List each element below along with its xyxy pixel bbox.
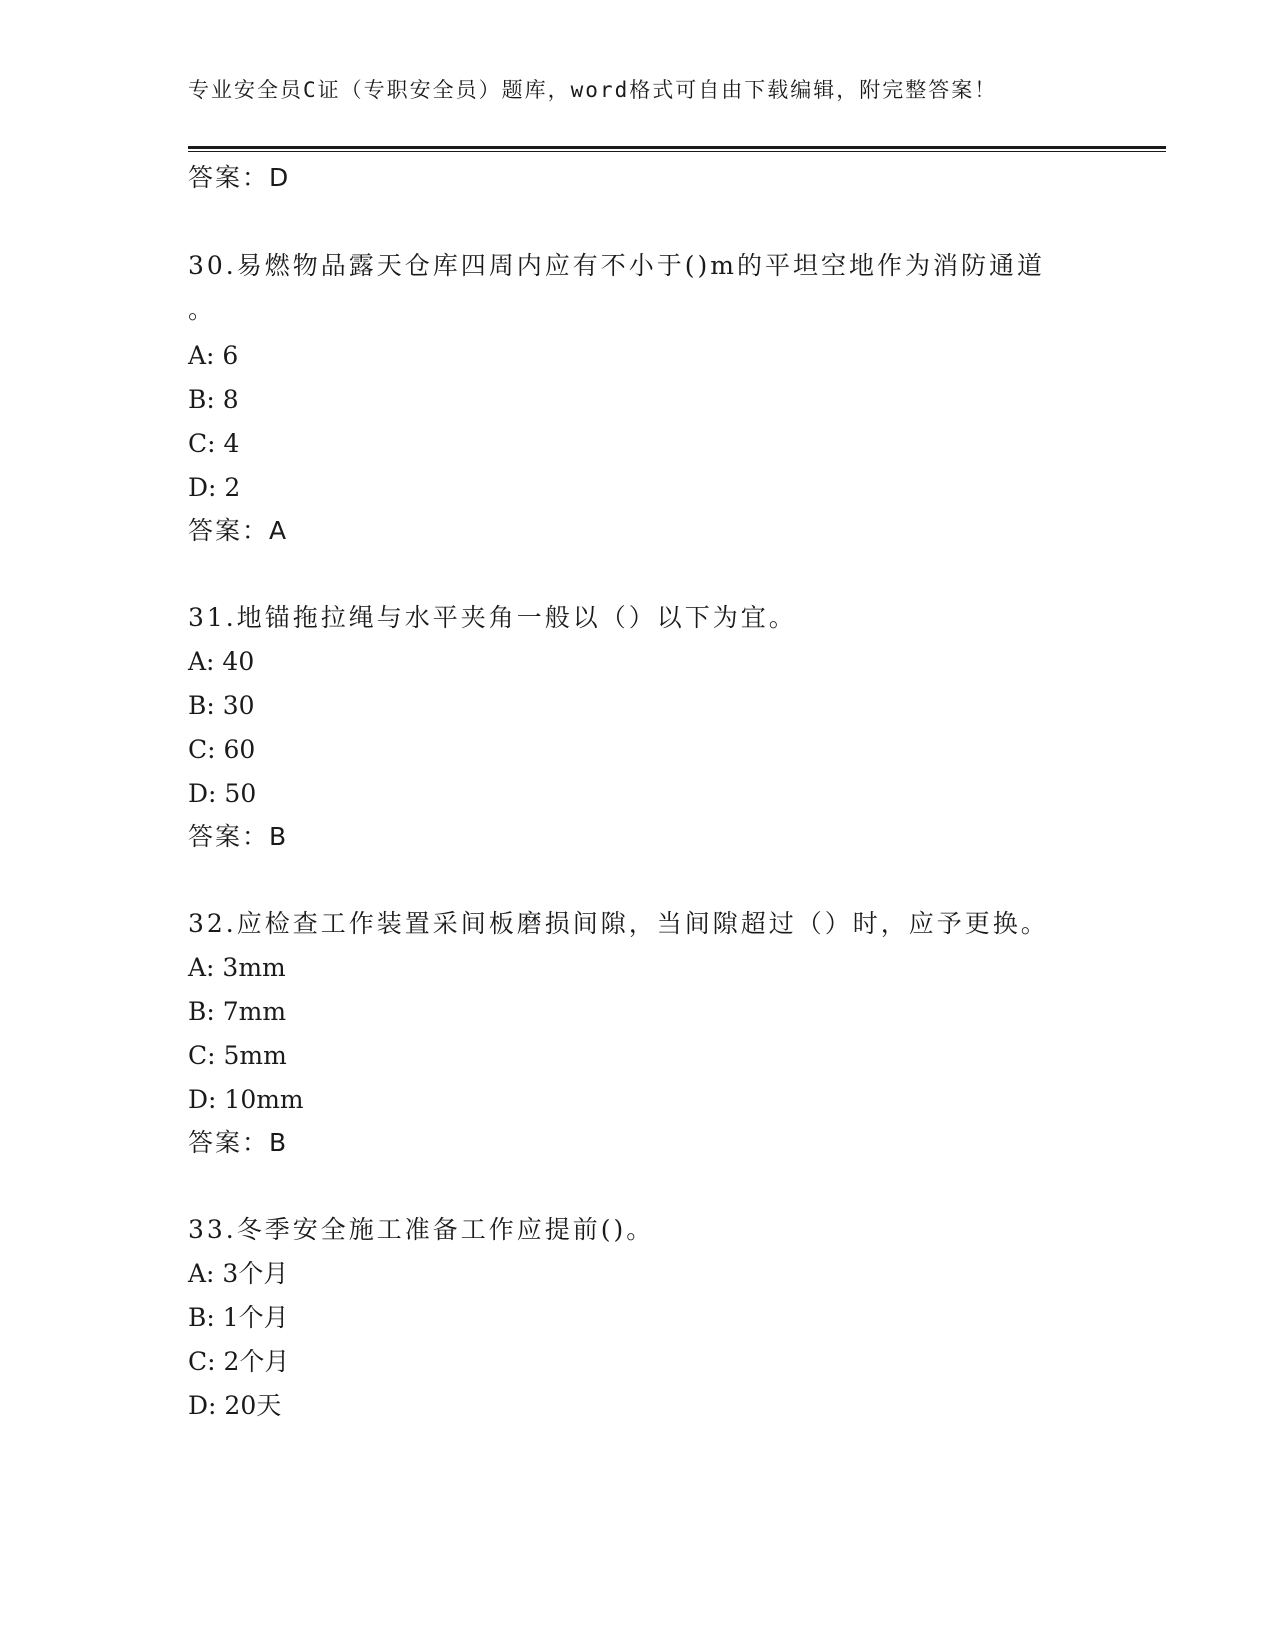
- question-30-option-b: B: 8: [188, 385, 239, 414]
- question-32-option-c: C: 5mm: [188, 1041, 287, 1070]
- header-rule: [188, 146, 1166, 152]
- question-32-option-b: B: 7mm: [188, 997, 287, 1026]
- prev-answer: 答案：D: [188, 163, 291, 192]
- question-30-option-c: C: 4: [188, 429, 240, 458]
- page-header: 专业安全员C证（专职安全员）题库，word格式可自由下载编辑，附完整答案！: [188, 78, 998, 102]
- question-33-option-d: D: 20天: [188, 1391, 282, 1420]
- question-32-option-d: D: 10mm: [188, 1085, 304, 1114]
- question-31-option-b: B: 30: [188, 691, 255, 720]
- question-31-answer: 答案：B: [188, 822, 289, 851]
- question-31-stem: 31.地锚拖拉绳与水平夹角一般以（）以下为宜。: [188, 603, 797, 632]
- question-30-stem: 30.易燃物品露天仓库四周内应有不小于()m的平坦空地作为消防通道: [188, 251, 1045, 280]
- question-33-option-b: B: 1个月: [188, 1303, 289, 1332]
- question-31-option-d: D: 50: [188, 779, 257, 808]
- question-32-option-a: A: 3mm: [188, 953, 286, 982]
- question-32-stem: 32.应检查工作装置采间板磨损间隙，当间隙超过（）时，应予更换。: [188, 909, 1049, 938]
- question-30-stem-continuation: 。: [188, 295, 217, 324]
- question-33-stem: 33.冬季安全施工准备工作应提前()。: [188, 1215, 655, 1244]
- question-30-option-d: D: 2: [188, 473, 241, 502]
- question-30-option-a: A: 6: [188, 341, 239, 370]
- question-32-answer: 答案：B: [188, 1128, 289, 1157]
- question-30-answer: 答案：A: [188, 516, 289, 545]
- question-33-option-a: A: 3个月: [188, 1259, 289, 1288]
- question-33-option-c: C: 2个月: [188, 1347, 290, 1376]
- question-31-option-a: A: 40: [188, 647, 255, 676]
- question-31-option-c: C: 60: [188, 735, 256, 764]
